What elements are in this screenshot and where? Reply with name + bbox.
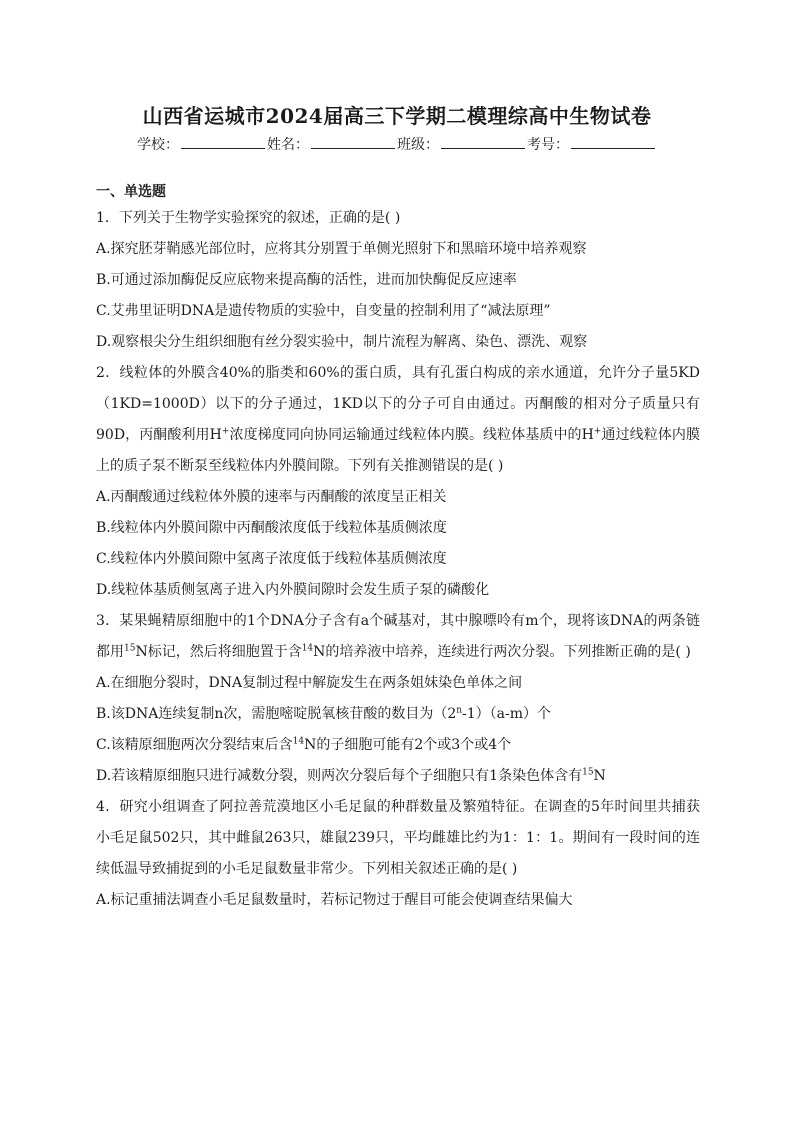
question-3-option-d	[96, 761, 700, 792]
student-info-line	[0, 134, 794, 154]
number-blank[interactable]	[571, 134, 655, 149]
h-plus-superscript: +	[593, 426, 602, 437]
question-2-option-c: C.线粒体内外膜间隙中氢离子浓度低于线粒体基质侧浓度	[96, 551, 447, 567]
h-plus-superscript: +	[221, 426, 230, 437]
question-1-stem: 1．下列关于生物学实验探究的叙述，正确的是( )	[96, 210, 401, 226]
number-label: 考号：	[527, 137, 569, 153]
question-3-option-c	[96, 730, 700, 761]
school-label: 学校：	[137, 137, 179, 153]
option-d-text-1: D.若该精原细胞只进行减数分裂，则两次分裂后每个子细胞只有1条染色体含有	[96, 768, 583, 784]
option-b-text-1: B.该DNA连续复制n次，需胞嘧啶脱氧核苷酸的数目为（2	[96, 706, 457, 722]
question-1-option-a: A.探究胚芽鞘感光部位时，应将其分别置于单侧光照射下和黑暗环境中培养观察	[96, 241, 587, 257]
question-3-option-b	[96, 699, 700, 730]
school-blank[interactable]	[181, 134, 265, 149]
question-2-option-b: B.线粒体内外膜间隙中丙酮酸浓度低于线粒体基质侧浓度	[96, 520, 447, 536]
question-1-option-c: C.艾弗里证明DNA是遗传物质的实验中，自变量的控制利用了“减法原理”	[96, 303, 551, 319]
isotope-superscript: 14	[301, 643, 314, 654]
name-blank[interactable]	[311, 134, 395, 149]
question-2-stem-part-1: 2．线粒体的外膜含40%的脂类和60%的蛋白质，具有孔蛋白构成的亲水通道，允许分子量5KD（1KD=1000D）以下的分子通过，1KD以下的分子可自由通过。丙酮酸的相对分子质量只有90D，丙酮酸利用H	[96, 365, 700, 443]
question-3-stem-part-3: N的培养液中培养，连续进行两次分裂。下列推断正确的是( )	[313, 644, 691, 660]
section-heading: 一、单选题	[96, 184, 166, 200]
class-blank[interactable]	[441, 134, 525, 149]
questions-body	[96, 203, 700, 916]
question-2-stem-part-3: 通过线粒体内膜上的质子泵不断泵至线粒体内外膜间隙。下列有关推测错误的是( )	[96, 427, 701, 474]
option-c-text-1: C.该精原细胞两次分裂结束后含	[96, 737, 293, 753]
question-4-stem: 4．研究小组调查了阿拉善荒漠地区小毛足鼠的种群数量及繁殖特征。在调查的5年时间里共捕获小毛足鼠502只，其中雌鼠263只，雄鼠239只，平均雌雄比约为1：1：1。期间有一段时间的连续低温导致捕捉到的小毛足鼠数量非常少。下列相关叙述正确的是( )	[96, 799, 700, 877]
question-3-stem-part-2: N标记，然后将细胞置于含	[135, 644, 302, 660]
option-d-text-2: N	[593, 768, 606, 784]
isotope-superscript: 15	[124, 643, 136, 654]
question-1-option-d: D.观察根尖分生组织细胞有丝分裂实验中，制片流程为解离、染色、漂洗、观察	[96, 334, 588, 350]
isotope-superscript: 14	[292, 736, 305, 747]
exam-title: 山西省运城市2024届高三下学期二模理综高中生物试卷	[142, 104, 652, 128]
question-2-option-d: D.线粒体基质侧氢离子进入内外膜间隙时会发生质子泵的磷酸化	[96, 582, 490, 598]
option-b-text-2: -1）（a-m）个	[462, 706, 552, 722]
question-3-stem-part-1: 3．某果蝇精原细胞中的1个DNA分子含有a个碱基对，其中腺嘌呤有m个，现将该DNA的两条链都用	[96, 613, 700, 660]
question-4-option-a: A.标记重捕法调查小毛足鼠数量时，若标记物过于醒目可能会使调查结果偏大	[96, 892, 573, 908]
question-3-stem	[96, 606, 700, 668]
question-3-option-a: A.在细胞分裂时，DNA复制过程中解旋发生在两条姐妹染色单体之间	[96, 675, 523, 691]
name-label: 姓名：	[267, 137, 309, 153]
class-label: 班级：	[397, 137, 439, 153]
question-2-option-a: A.丙酮酸通过线粒体外膜的速率与丙酮酸的浓度呈正相关	[96, 489, 447, 505]
question-1-option-b: B.可通过添加酶促反应底物来提高酶的活性，进而加快酶促反应速率	[96, 272, 517, 288]
question-2-stem	[96, 358, 700, 482]
exponent-superscript: n	[456, 705, 463, 716]
isotope-superscript: 15	[582, 767, 594, 778]
question-2-stem-part-2: 浓度梯度同向协同运输通过线粒体内膜。线粒体基质中的H	[229, 427, 594, 443]
option-c-text-2: N的子细胞可能有2个或3个或4个	[304, 737, 512, 753]
